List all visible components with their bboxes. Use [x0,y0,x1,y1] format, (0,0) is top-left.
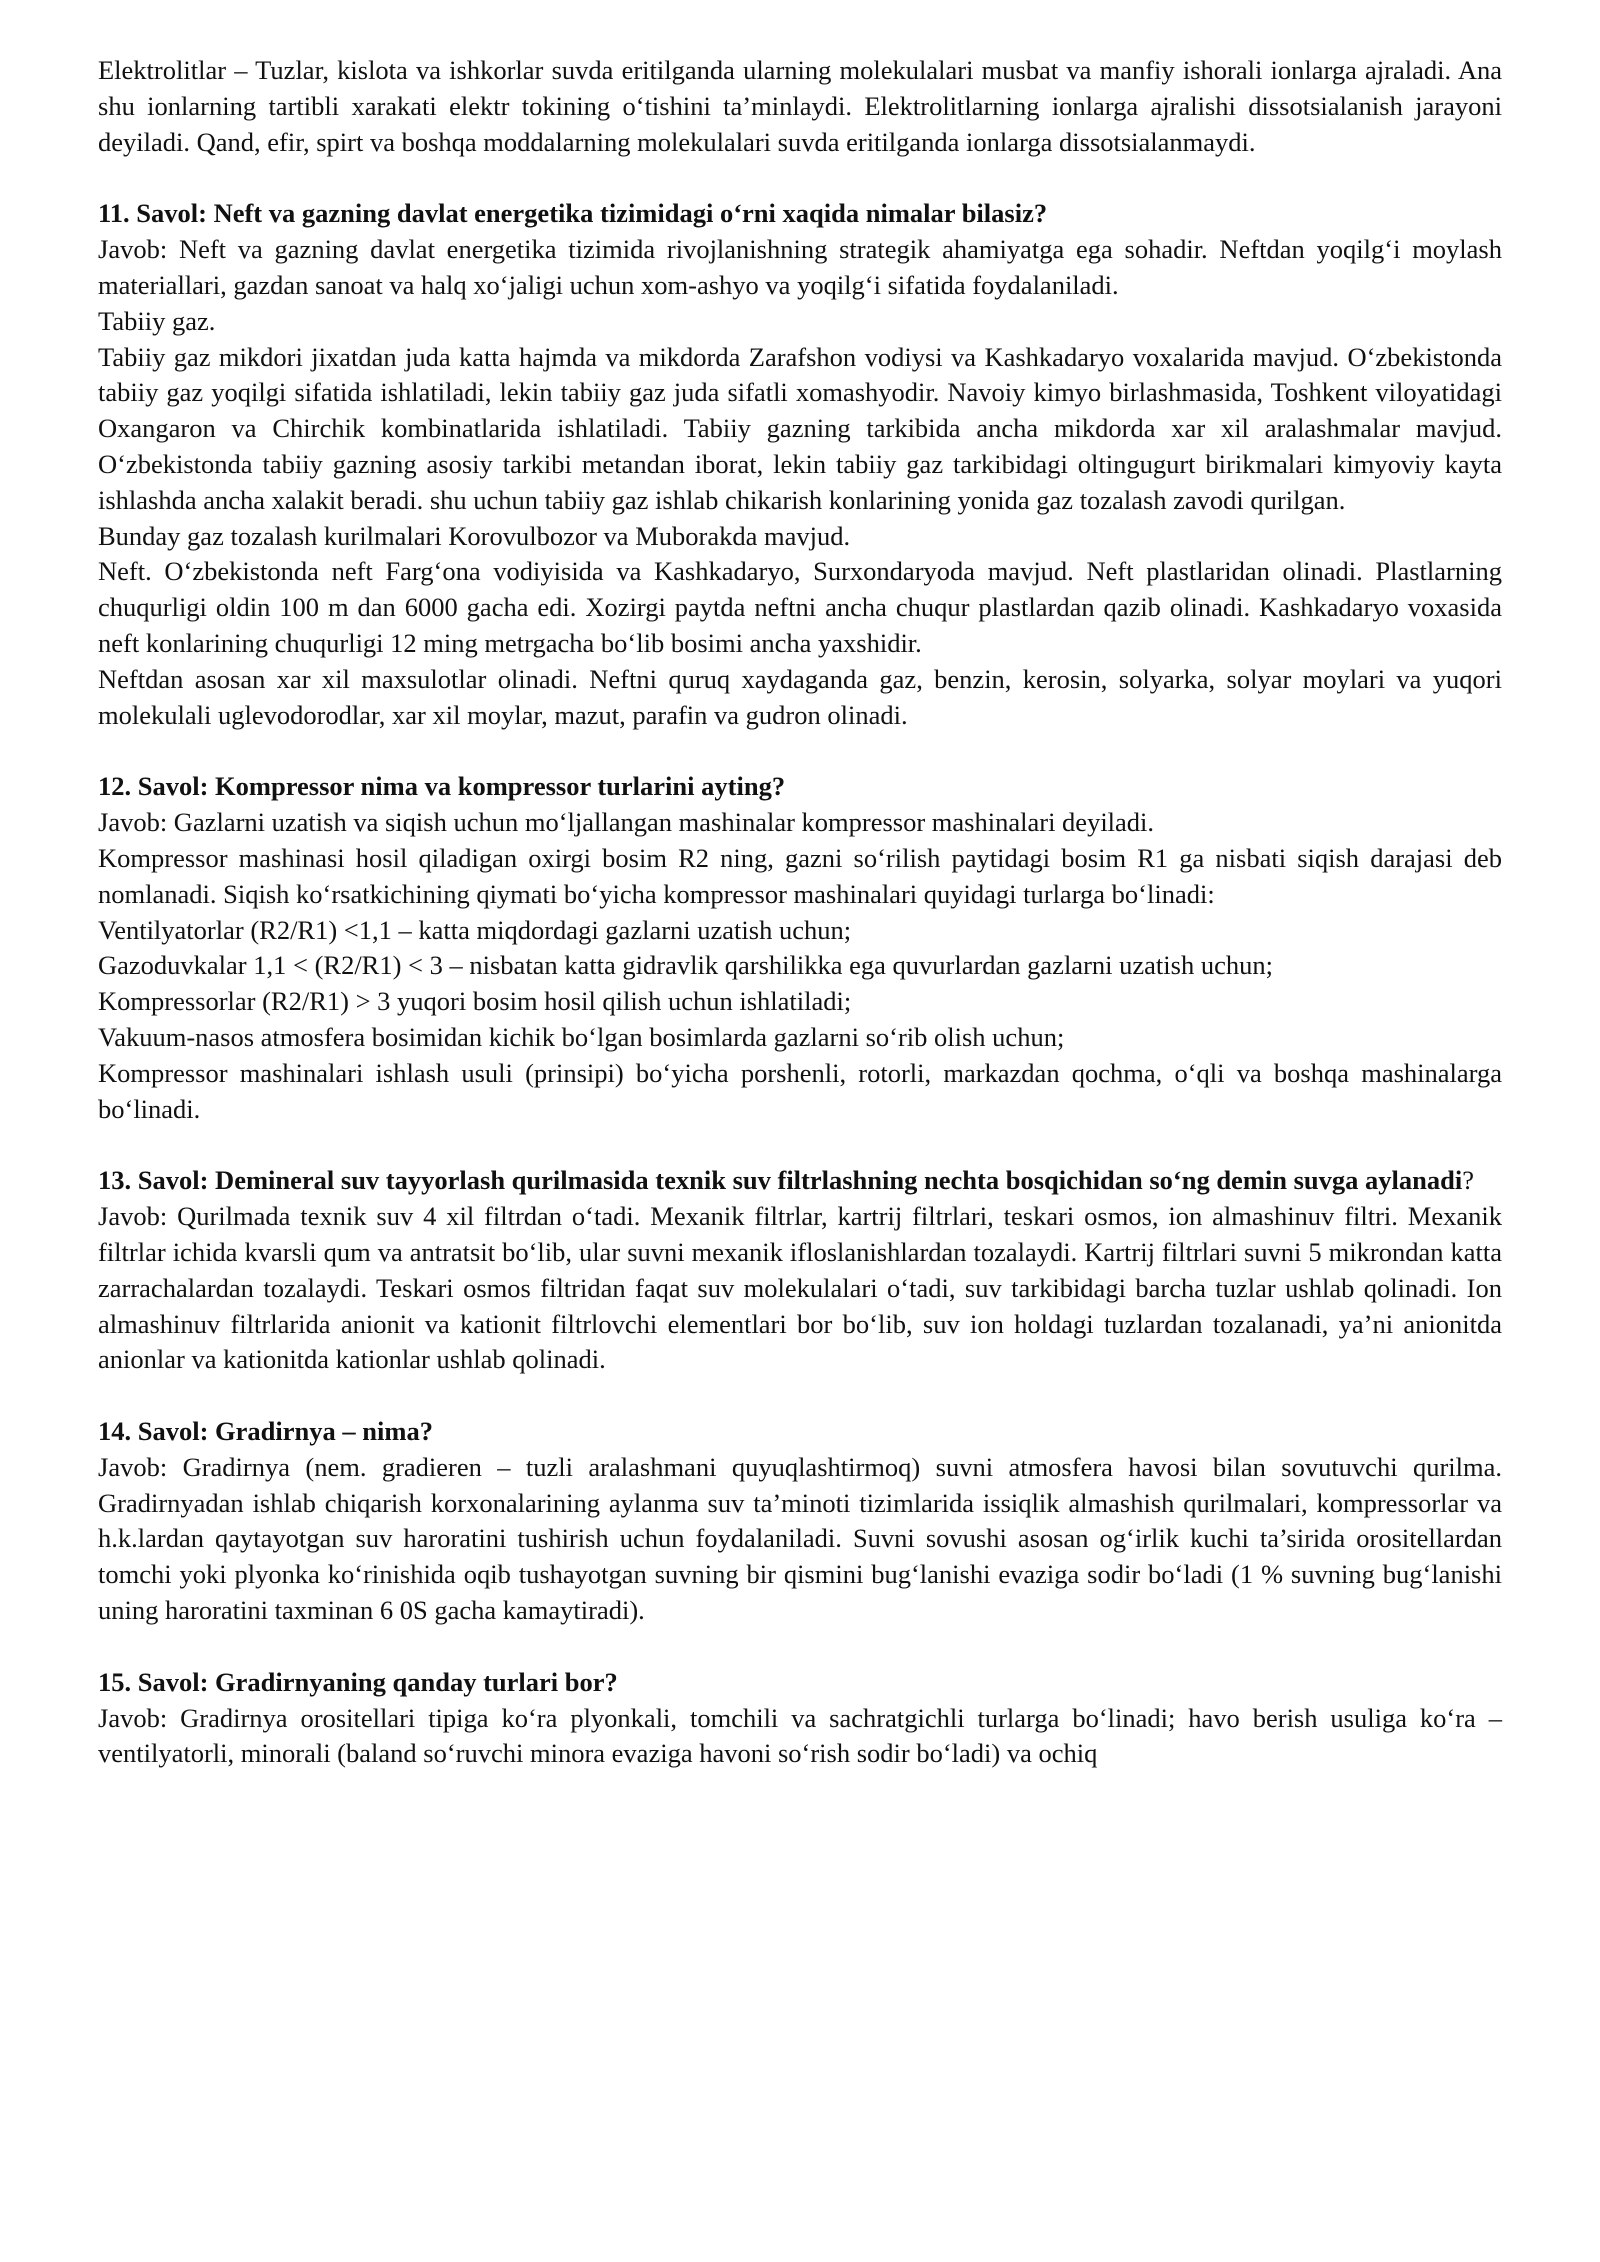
answer-12-line-2: Kompressor mashinasi hosil qiladigan oxirgi bosim R2 ning, gazni so‘rilish paytidagi bosim R1 ga nisbati siqish darajasi deb nomlanadi. Siqish ko‘rsatkichining qiymati bo‘yicha kompressor mashinalari quyidagi turlarga bo‘linadi: [98,842,1502,909]
answer-11-line-3: Tabiiy gaz mikdori jixatdan juda katta hajmda va mikdorda Zarafshon vodiysi va Kashkadaryo voxalarida mavjud. O‘zbekistonda tabiiy gaz yoqilgi sifatida ishlatiladi, lekin tabiiy gaz juda sifatli xomashyodir. Navoiy kimyo birlashmasida, Toshkent viloyatidagi Oxangaron va Chirchik kombinatlarida ishlatiladi. Tabiiy gazning tarkibida ancha mikdorda xar xil aralashmalar mavjud. O‘zbekistonda tabiiy gazning asosiy tarkibi metandan iborat, lekin tabiiy gaz tarkibidagi oltingugurt birikmalari kimyoviy kayta ishlashda ancha xalakit beradi. shu uchun tabiiy gaz ishlab chikarish konlarining yonida gaz tozalash zavodi qurilgan. [98,341,1502,515]
answer-14-line-1: Javob: Gradirnya (nem. gradieren – tuzli aralashmani quyuqlashtirmoq) suvni atmosfera havosi bilan sovutuvchi qurilma. Gradirnyadan ishlab chiqarish korxonalarining aylanma suv ta’minoti tizimlarida issiqlik almashish qurilmalari, kompressorlar va h.k.lardan qaytayotgan suv haroratini tushirish uchun foydalaniladi. Suvni sovushi asosan og‘irlik kuchi ta’sirida orositellardan tomchi yoki plyonka ko‘rinishida oqib tushayotgan suvning bir qismini bug‘lanishi evaziga sodir bo‘ladi (1 % suvning bug‘lanishi uning haroratini taxminan 6 0S gacha kamaytiradi). [98,1451,1502,1626]
intro-paragraph: Elektrolitlar – Tuzlar, kislota va ishkorlar suvda eritilganda ularning molekulalari musbat va manfiy ishorali ionlarga ajraladi. Ana shu ionlarning tartibli xarakati elektr tokining o‘tishini ta’minlaydi. Elektrolitlarning ionlarga ajralishi dissotsialanish jarayoni deyiladi. Qand, efir, spirt va boshqa moddalarning molekulalari suvda eritilganda ionlarga dissotsialanmaydi. [98,55,1502,157]
answer-13-line-1: Javob: Qurilmada texnik suv 4 xil filtrdan o‘tadi. Mexanik filtrlar, kartrij filtrlari, teskari osmos, ion almashinuv filtri. Mexanik filtrlar ichida kvarsli qum va antratsit bo‘lib, ular suvni mexanik ifloslanishlardan tozalaydi. Kartrij filtrlari suvni 5 mikrondan katta zarrachalardan tozalaydi. Teskari osmos filtridan faqat suv molekulalari o‘tadi, suv tarkibidagi barcha tuzlar ushlab qolinadi. Ion almashinuv filtrlarida anionit va kationit filtrlovchi elementlari bor bo‘lib, suv ion holdagi tuzlardan tozalanadi, ya’ni anionitda anionlar va kationitda kationlar ushlab qolinadi. [98,1201,1502,1375]
answer-11-line-2: Tabiiy gaz. [98,305,216,336]
answer-12-line-3: Ventilyatorlar (R2/R1) <1,1 – katta miqdordagi gazlarni uzatish uchun; [98,914,852,945]
section-gap [98,733,1502,769]
section-gap [98,1629,1502,1665]
question-11: 11. Savol: Neft va gazning davlat energetika tizimidagi o‘rni xaqida nimalar bilasiz? [98,198,1048,229]
answer-12-line-7: Kompressor mashinalari ishlash usuli (prinsipi) bo‘yicha porshenli, rotorli, markazdan qochma, o‘qli va boshqa mashinalarga bo‘linadi. [98,1057,1502,1124]
question-13 [98,1163,1502,1199]
answer-11-line-1: Javob: Neft va gazning davlat energetika tizimida rivojlanishning strategik ahamiyatga ega sohadir. Neftdan yoqilg‘i moylash materiallari, gazdan sanoat va halq xo‘jaligi uchun xom-ashyo va yoqilg‘i sifatida foydalaniladi. [98,234,1502,300]
section-gap [98,1378,1502,1414]
answer-11-line-6: Neftdan asosan xar xil maxsulotlar olinadi. Neftni quruq xaydaganda gaz, benzin, kerosin, solyarka, solyar moylari va yuqori molekulali uglevodorodlar, xar xil moylar, mazut, parafin va gudron olinadi. [98,663,1502,730]
section-gap [98,1127,1502,1163]
question-15: 15. Savol: Gradirnyaning qanday turlari bor? [98,1666,618,1697]
question-12: 12. Savol: Kompressor nima va kompressor turlarini ayting? [98,771,786,802]
answer-12-line-4: Gazoduvkalar 1,1 < (R2/R1) < 3 – nisbatan katta gidravlik qarshilikka ega quvurlardan gazlarni uzatish uchun; [98,950,1273,981]
answer-11-line-5: Neft. O‘zbekistonda neft Farg‘ona vodiyisida va Kashkadaryo, Surxondaryoda mavjud. Neft plastlaridan olinadi. Plastlarning chuqurligi oldin 100 m dan 6000 gacha edi. Xozirgi paytda neftni ancha chuqur plastlardan qazib olinadi. Kashkadaryo voxasida neft konlarining chuqurligi 12 ming metrgacha bo‘lib bosimi ancha yaxshidir. [98,556,1502,658]
question-14: 14. Savol: Gradirnya – nima? [98,1416,433,1447]
question-13-mark: ? [1462,1165,1475,1196]
answer-15-line-1: Javob: Gradirnya orositellari tipiga ko‘ra plyonkali, tomchili va sachratgichli turlarga bo‘linadi; havo berish usuliga ko‘ra – ventilyatorli, minorali (baland so‘ruvchi minora evaziga havoni so‘rish sodir bo‘ladi) va ochiq [98,1702,1502,1769]
question-13-text: 13. Savol: Demineral suv tayyorlash qurilmasida texnik suv filtrlashning nechta bosqichidan so‘ng demin suvga aylanadi [98,1165,1463,1196]
answer-12-line-6: Vakuum-nasos atmosfera bosimidan kichik bo‘lgan bosimlarda gazlarni so‘rib olish uchun; [98,1021,1065,1052]
answer-12-line-5: Kompressorlar (R2/R1) > 3 yuqori bosim hosil qilish uchun ishlatiladi; [98,986,852,1017]
answer-11-line-4: Bunday gaz tozalash kurilmalari Korovulbozor va Muborakda mavjud. [98,520,851,551]
section-gap [98,160,1502,196]
answer-12-line-1: Javob: Gazlarni uzatish va siqish uchun mo‘ljallangan mashinalar kompressor mashinalari deyiladi. [98,807,1155,838]
